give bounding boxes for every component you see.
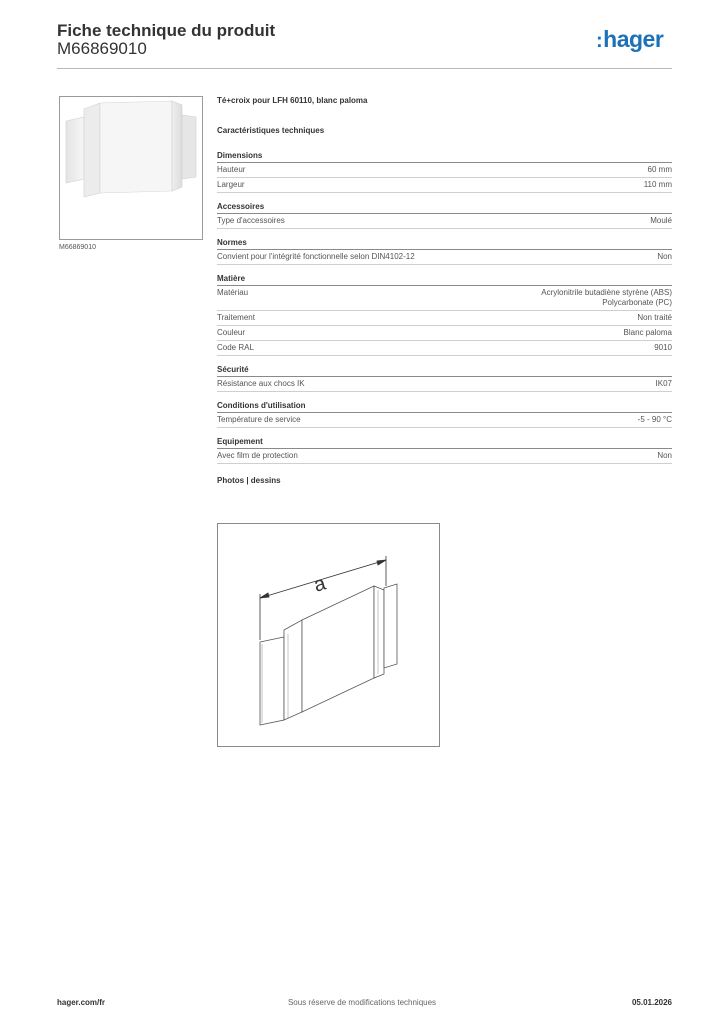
section-title: Sécurité bbox=[217, 365, 672, 377]
product-reference: M66869010 bbox=[57, 39, 147, 58]
section-equipement bbox=[217, 437, 672, 464]
technical-drawing-image bbox=[218, 524, 439, 746]
spec-value: Moulé bbox=[650, 216, 672, 225]
spec-row bbox=[217, 311, 672, 326]
dimension-label: a bbox=[311, 572, 329, 597]
page-title: Fiche technique du produit bbox=[57, 21, 276, 40]
spec-value: Non traité bbox=[637, 313, 672, 322]
section-title: Normes bbox=[217, 238, 672, 250]
spec-label: Couleur bbox=[217, 328, 246, 337]
section-title: Equipement bbox=[217, 437, 672, 449]
technical-drawing bbox=[217, 523, 440, 747]
photos-title: Photos | dessins bbox=[217, 476, 281, 485]
spec-label: Matériau bbox=[217, 288, 249, 297]
spec-value: 60 mm bbox=[647, 165, 672, 174]
spec-value: Non bbox=[657, 451, 672, 460]
spec-row bbox=[217, 449, 672, 464]
spec-value: Non bbox=[657, 252, 672, 261]
spec-label: Code RAL bbox=[217, 343, 254, 352]
spec-value: Blanc paloma bbox=[623, 328, 672, 337]
spec-row bbox=[217, 214, 672, 229]
product-photo-image bbox=[60, 97, 202, 239]
spec-label: Résistance aux chocs IK bbox=[217, 379, 305, 388]
spec-label: Convient pour l'intégrité fonctionnelle selon DIN4102-12 bbox=[217, 252, 415, 261]
section-accessoires bbox=[217, 202, 672, 229]
spec-label: Température de service bbox=[217, 415, 301, 424]
spec-row bbox=[217, 413, 672, 428]
spec-value: IK07 bbox=[655, 379, 672, 388]
spec-row bbox=[217, 377, 672, 392]
section-securite bbox=[217, 365, 672, 392]
spec-value-line: Polycarbonate (PC) bbox=[602, 298, 672, 307]
section-title: Dimensions bbox=[217, 151, 672, 163]
specifications bbox=[217, 96, 672, 485]
section-title: Matière bbox=[217, 274, 672, 286]
section-conditions bbox=[217, 401, 672, 428]
footer-website: hager.com/fr bbox=[57, 998, 106, 1007]
section-title: Conditions d'utilisation bbox=[217, 401, 672, 413]
hager-logo: :hager bbox=[596, 26, 664, 52]
characteristics-title: Caractéristiques techniques bbox=[217, 126, 325, 135]
spec-value-line: Acrylonitrile butadiène styrène (ABS) bbox=[541, 288, 672, 297]
spec-label: Largeur bbox=[217, 180, 245, 189]
section-dimensions bbox=[217, 151, 672, 193]
spec-label: Hauteur bbox=[217, 165, 246, 174]
spec-row bbox=[217, 286, 672, 311]
product-photo bbox=[59, 96, 203, 240]
spec-value: -5 - 90 °C bbox=[637, 415, 672, 424]
footer-date: 05.01.2026 bbox=[631, 998, 672, 1007]
spec-value: 110 mm bbox=[643, 180, 672, 189]
spec-row bbox=[217, 250, 672, 265]
section-matiere bbox=[217, 274, 672, 356]
spec-value bbox=[541, 288, 672, 308]
section-normes bbox=[217, 238, 672, 265]
spec-row bbox=[217, 341, 672, 356]
spec-value: 9010 bbox=[654, 343, 672, 352]
spec-label: Avec film de protection bbox=[217, 451, 298, 460]
spec-row bbox=[217, 326, 672, 341]
logo-text: hager bbox=[603, 26, 664, 52]
section-title: Accessoires bbox=[217, 202, 672, 214]
product-name: Té+croix pour LFH 60110, blanc paloma bbox=[217, 96, 368, 105]
footer-notice: Sous réserve de modifications techniques bbox=[287, 998, 437, 1007]
product-photo-caption: M66869010 bbox=[59, 244, 96, 251]
spec-label: Type d'accessoires bbox=[217, 216, 285, 225]
spec-row bbox=[217, 163, 672, 178]
spec-label: Traitement bbox=[217, 313, 255, 322]
header-divider bbox=[57, 68, 672, 69]
spec-row bbox=[217, 178, 672, 193]
